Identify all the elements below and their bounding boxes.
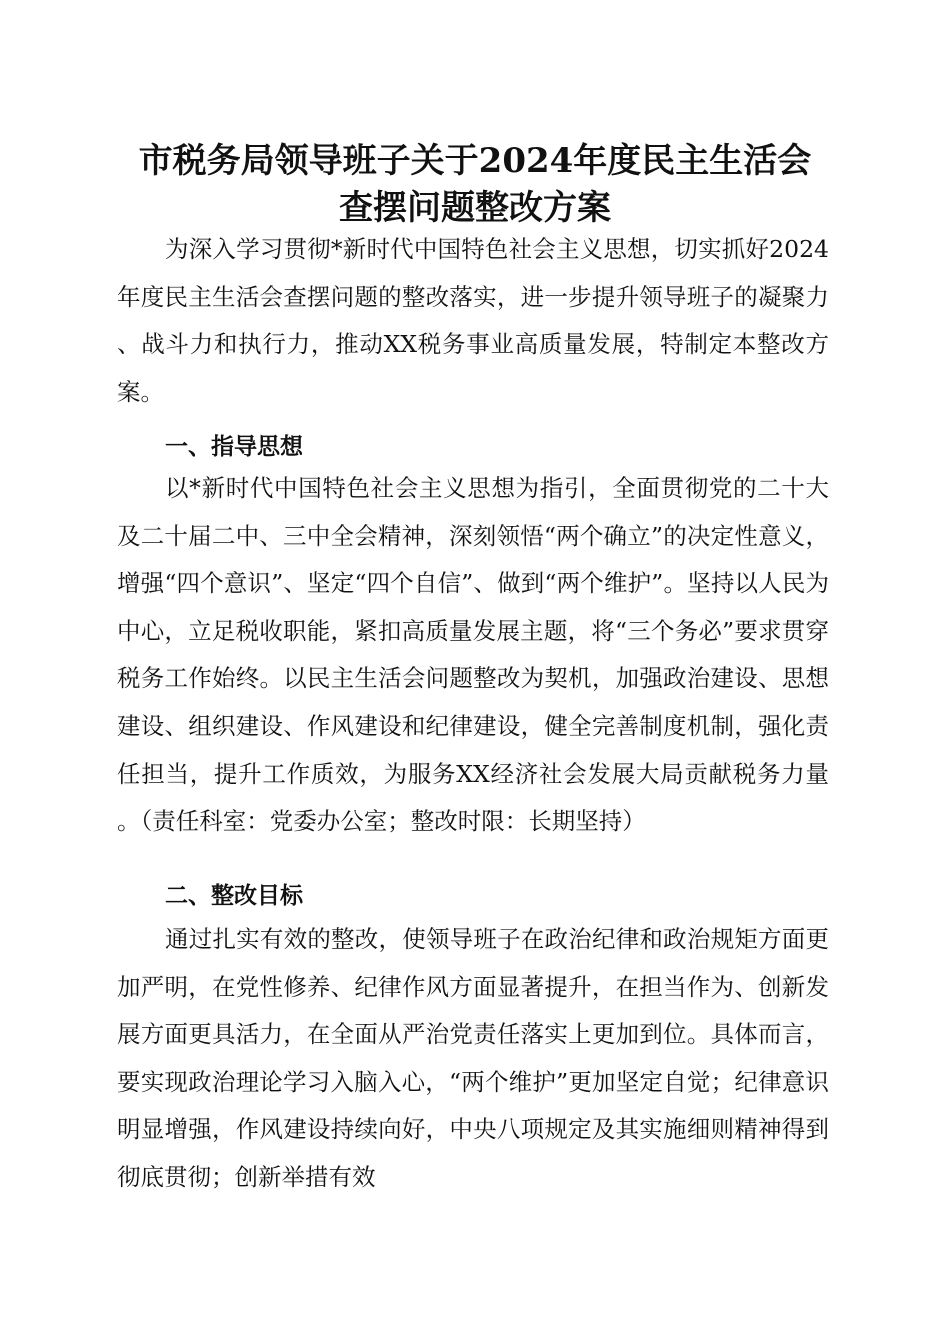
section-heading-rectification-goals: 二、整改目标 (165, 883, 303, 909)
section-paragraph-guiding-ideology: 以*新时代中国特色社会主义思想为指引，全面贯彻党的二十大及二十届二中、三中全会精神，深刻领悟“两个确立”的决定性意义，增强“四个意识”、坚定“四个自信”、做到“两个维护”。坚持以人民为中心，立足税收职能，紧扣高质量发展主题，将“三个务必”要求贯穿税务工作始终。以民主生活会问题整改为契机，加强政治建设、思想建设、组织建设、作风建设和纪律建设，健全完善制度机制，强化责任担当，提升工作质效，为服务XX经济社会发展大局贡献税务力量。（责任科室：党委办公室；整改时限：长期坚持） (117, 474, 829, 836)
section-heading-guiding-ideology: 一、指导思想 (165, 434, 303, 460)
document-title-line-2: 查摆问题整改方案 (339, 188, 611, 228)
section-paragraph-rectification-goals: 通过扎实有效的整改，使领导班子在政治纪律和政治规矩方面更加严明，在党性修养、纪律作风方面显著提升，在担当作为、创新发展方面更具活力，在全面从严治党责任落实上更加到位。具体而言，要实现政治理论学习入脑入心，“两个维护”更加坚定自觉；纪律意识明显增强，作风建设持续向好，中央八项规定及其实施细则精神得到彻底贯彻；创新举措有效 (117, 925, 829, 1191)
intro-paragraph: 为深入学习贯彻*新时代中国特色社会主义思想，切实抓好2024年度民主生活会查摆问题的整改落实，进一步提升领导班子的凝聚力、战斗力和执行力，推动XX税务事业高质量发展，特制定本整改方案。 (117, 235, 829, 406)
document-title-line-1: 市税务局领导班子关于2024年度民主生活会 (138, 141, 812, 181)
